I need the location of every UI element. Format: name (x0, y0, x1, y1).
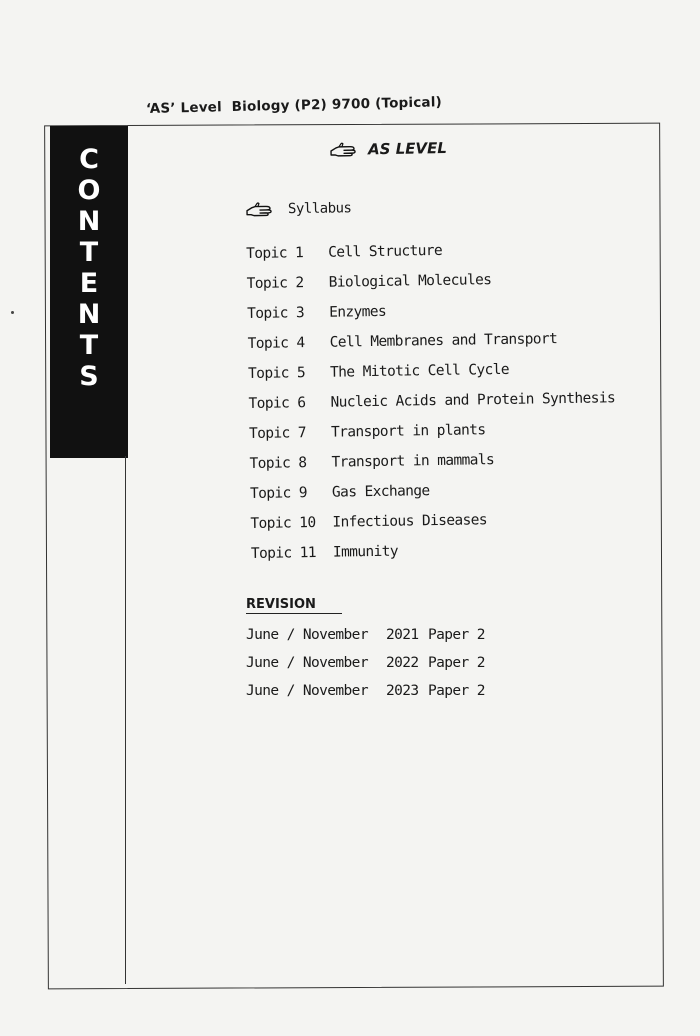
topic-number: Topic 1 (246, 245, 304, 262)
topic-list (246, 233, 651, 569)
page-header-title: ‘AS’ Level Biology (P2) 9700 (Topical) (145, 94, 443, 117)
topic-number: Topic 11 (250, 544, 317, 562)
topic-number: Topic 5 (247, 365, 306, 382)
list-item (251, 533, 651, 569)
pointing-hand-icon (330, 142, 358, 158)
topic-name: The Mitotic Cell Cycle (329, 361, 510, 381)
syllabus-entry (246, 200, 352, 217)
revision-heading: REVISION (246, 597, 342, 614)
section-heading-text: AS LEVEL (367, 138, 448, 159)
topic-name: Cell Structure (328, 242, 443, 261)
list-item (246, 621, 546, 649)
topic-name: Enzymes (329, 303, 387, 321)
stray-mark (11, 311, 14, 314)
revision-year: 2022 (386, 655, 419, 671)
list-item (246, 649, 546, 677)
topic-number: Topic 2 (246, 275, 304, 292)
revision-session: June / November (246, 655, 368, 671)
syllabus-label: Syllabus (287, 200, 352, 218)
topic-number: Topic 8 (249, 455, 307, 472)
list-item (246, 677, 546, 705)
revision-paper: Paper 2 (428, 683, 485, 699)
sidebar-letter: C (79, 144, 99, 175)
sidebar-letter: T (79, 330, 99, 361)
revision-year: 2023 (386, 683, 419, 699)
revision-session: June / November (246, 683, 368, 699)
topic-number: Topic 10 (250, 514, 316, 532)
sidebar-divider (125, 456, 126, 984)
revision-paper: Paper 2 (428, 627, 485, 643)
topic-name: Infectious Diseases (332, 512, 488, 531)
section-heading (330, 139, 447, 159)
topic-number: Topic 3 (247, 305, 305, 322)
sidebar-letter: E (79, 268, 99, 299)
topic-name: Nucleic Acids and Protein Synthesis (330, 390, 616, 411)
revision-list (246, 621, 546, 705)
topic-number: Topic 9 (249, 485, 308, 502)
sidebar-letter: O (77, 175, 101, 206)
topic-name: Gas Exchange (331, 483, 430, 501)
sidebar-letter: N (77, 206, 101, 237)
sidebar-letter: S (79, 361, 99, 392)
topic-name: Biological Molecules (328, 272, 492, 291)
topic-name: Transport in plants (330, 422, 486, 441)
topic-number: Topic 7 (248, 425, 307, 442)
topic-name: Transport in mammals (331, 452, 495, 471)
topic-number: Topic 6 (248, 395, 306, 412)
revision-year: 2021 (386, 627, 419, 643)
sidebar-letters (50, 144, 128, 392)
revision-session: June / November (246, 627, 368, 643)
topic-number: Topic 4 (247, 335, 305, 352)
pointing-hand-icon (246, 201, 274, 217)
topic-name: Immunity (332, 543, 399, 561)
sidebar-letter: N (77, 299, 101, 330)
topic-name: Cell Membranes and Transport (329, 331, 558, 351)
contents-sidebar (50, 126, 128, 458)
revision-paper: Paper 2 (428, 655, 485, 671)
sidebar-letter: T (79, 237, 99, 268)
